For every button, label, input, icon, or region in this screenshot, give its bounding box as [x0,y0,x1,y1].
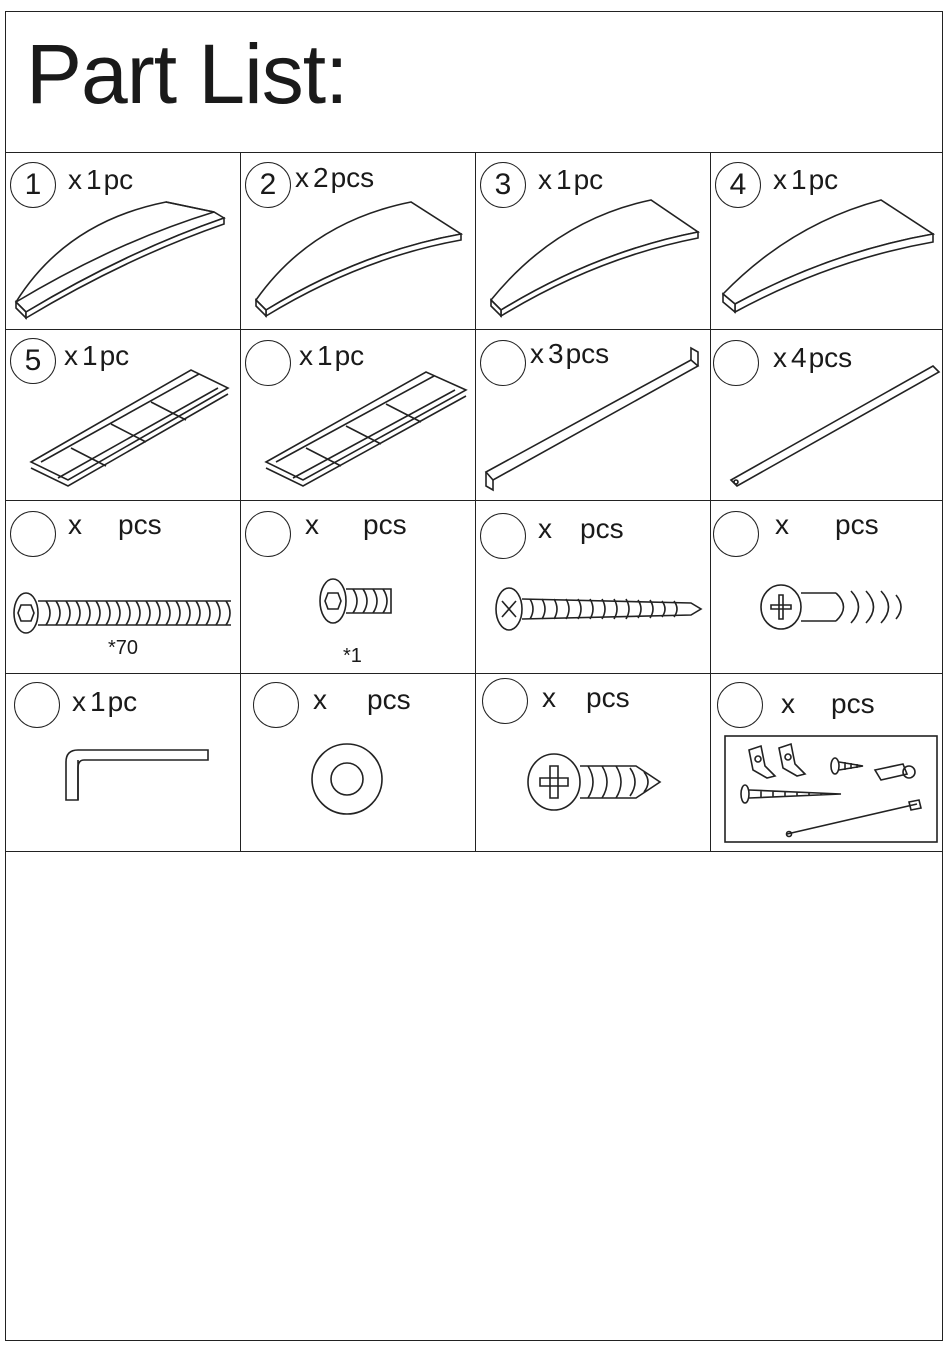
part-cell-5 [6,330,241,501]
quantity-label: x pcs [781,688,875,719]
quantity-label: x 1pc [299,340,365,371]
metal-bar-icon [476,330,711,501]
anti-tip-kit-icon [711,674,942,852]
part-cell-2 [241,152,476,330]
quantity-label: x pcs [68,509,162,540]
part-cell-11 [476,501,711,674]
part-cell-14 [241,674,476,852]
part-cell-4 [711,152,942,330]
quantity-label: x 1pc [64,340,130,371]
part-cell-7 [476,330,711,501]
quantity-label: x pcs [313,684,411,715]
flat-strap-icon [711,330,942,501]
part-cell-9 [6,501,241,674]
part-number-circle: 5 [10,338,56,384]
ladder-frame-icon [6,330,241,501]
part-cell-15 [476,674,711,852]
quantity-label: x 1pc [773,164,839,195]
quantity-label: x pcs [305,509,407,540]
part-cell-16 [711,674,942,852]
quantity-label: x 2pcs [295,162,375,193]
part-number-circle: 3 [480,162,526,208]
quantity-label: x pcs [538,513,624,544]
part-number-circle: 2 [245,162,291,208]
part-cell-6 [241,330,476,501]
allen-key-icon [6,674,241,852]
quantity-label: x 1pc [72,686,138,717]
wood-screw-icon [476,501,711,674]
part-cell-8 [711,330,942,501]
part-cell-1 [6,152,241,330]
part-list-sheet [5,11,943,1341]
page-title: Part List: [26,27,348,121]
quantity-label: x pcs [542,682,630,713]
quantity-label: x pcs [775,509,879,540]
shelf-panel-icon [476,152,711,330]
part-number-circle: 4 [715,162,761,208]
large-wood-screw-icon [476,674,711,852]
bolt-count-note: *1 [343,645,362,667]
quantity-label: x 4pcs [773,342,853,373]
washer-icon [241,674,476,852]
part-cell-3 [476,152,711,330]
quantity-label: x 3pcs [530,338,610,369]
part-cell-12 [711,501,942,674]
part-cell-13 [6,674,241,852]
part-number-circle: 1 [10,162,56,208]
title-row [6,12,942,153]
part-cell-10 [241,501,476,674]
wall-anchor-screw-icon [711,501,942,674]
bolt-count-note: *70 [108,637,139,659]
shelf-panel-icon [6,152,241,330]
ladder-frame-icon [241,330,476,501]
quantity-label: x 1pc [68,164,134,195]
shelf-panel-icon [711,152,942,330]
shelf-panel-icon [241,152,476,330]
quantity-label: x 1pc [538,164,604,195]
